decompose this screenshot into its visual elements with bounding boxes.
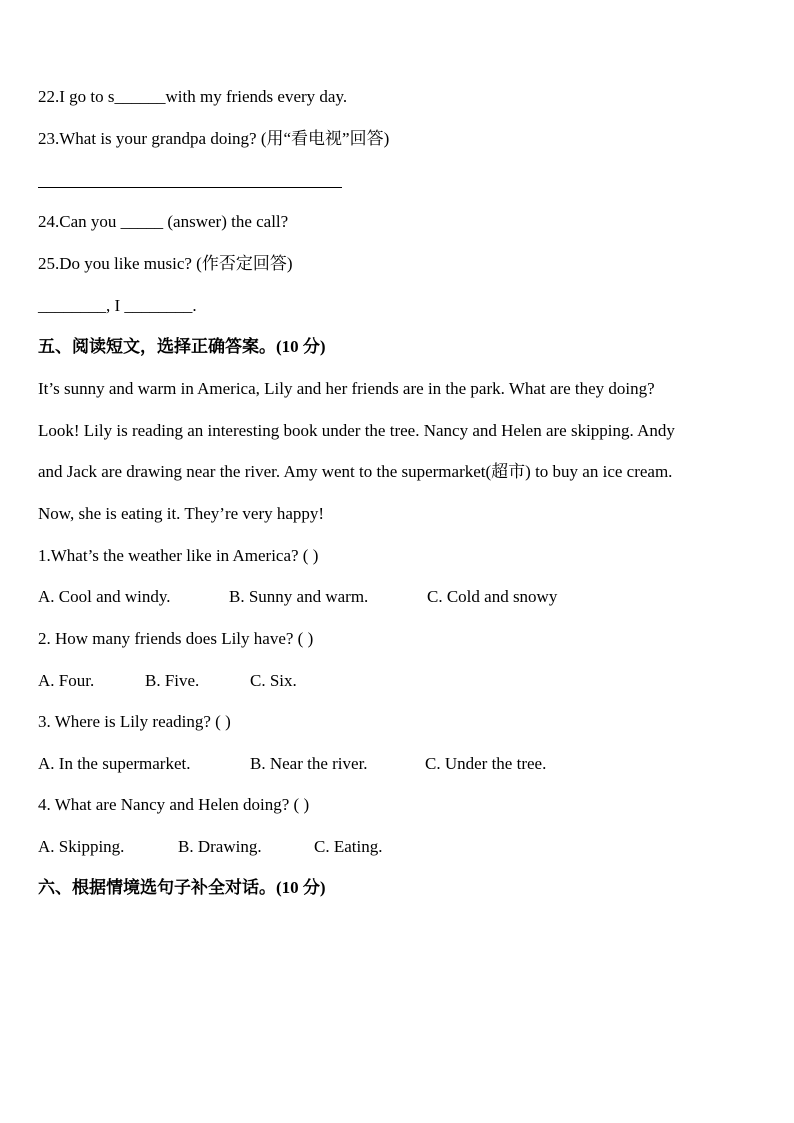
option-c: C. Under the tree. (425, 754, 547, 773)
option-c: C. Six. (250, 671, 297, 690)
question-25-answer: ________, I ________. (38, 296, 197, 315)
question-24: 24.Can you _____ (answer) the call? (38, 212, 289, 231)
section-5-heading: 五、阅读短文，选择正确答案。(10 分) (38, 337, 326, 356)
passage-line: and Jack are drawing near the river. Amy went to the supermarket(超市) to buy an ice cream. (38, 462, 673, 481)
option-a: A. In the supermarket. (38, 754, 191, 773)
reading-question-4: 4. What are Nancy and Helen doing? ( ) (38, 795, 310, 814)
reading-question-1: 1.What’s the weather like in America? ( ) (38, 546, 319, 565)
answer-blank-line (38, 187, 342, 188)
option-a: A. Four. (38, 671, 95, 690)
question-22: 22.I go to s______with my friends every day. (38, 87, 348, 106)
reading-question-3: 3. Where is Lily reading? ( ) (38, 712, 231, 731)
option-c: C. Eating. (314, 837, 383, 856)
option-a: A. Skipping. (38, 837, 125, 856)
question-23: 23.What is your grandpa doing? (用“看电视”回答) (38, 129, 390, 148)
option-b: B. Sunny and warm. (229, 587, 369, 606)
section-6-heading: 六、根据情境选句子补全对话。(10 分) (38, 878, 326, 897)
passage-line: Look! Lily is reading an interesting book under the tree. Nancy and Helen are skipping. Andy (38, 421, 675, 440)
option-c: C. Cold and snowy (427, 587, 558, 606)
question-25: 25.Do you like music? (作否定回答) (38, 254, 293, 273)
passage-line: Now, she is eating it. They’re very happy! (38, 504, 325, 523)
option-b: B. Near the river. (250, 754, 368, 773)
option-b: B. Drawing. (178, 837, 262, 856)
passage-line: It’s sunny and warm in America, Lily and her friends are in the park. What are they doing? (38, 379, 655, 398)
reading-question-2: 2. How many friends does Lily have? ( ) (38, 629, 314, 648)
option-b: B. Five. (145, 671, 200, 690)
option-a: A. Cool and windy. (38, 587, 171, 606)
